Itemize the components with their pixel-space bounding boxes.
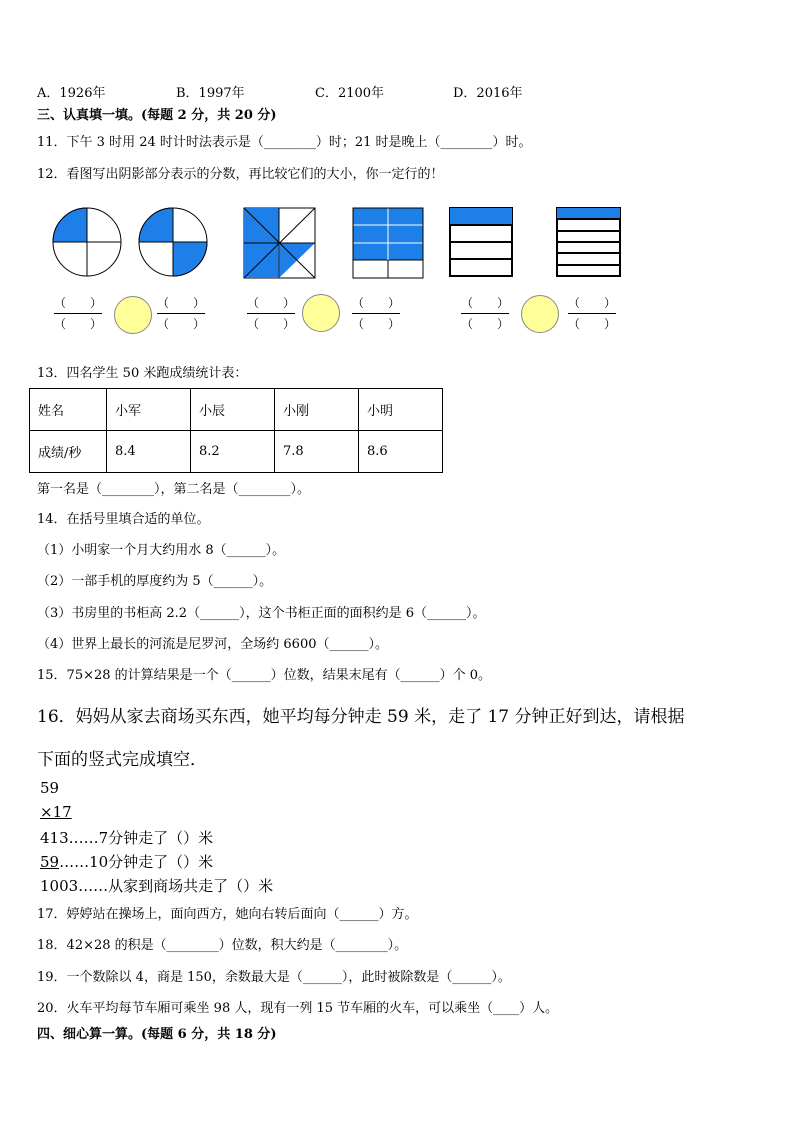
option-a: A．1926年 bbox=[37, 86, 106, 101]
question-14: 14．在括号里填合适的单位。 bbox=[37, 512, 210, 527]
compare-circle-2[interactable] bbox=[302, 294, 340, 332]
question-20: 20．火车平均每节车厢可乘坐 98 人，现有一列 15 节车厢的火车，可以乘坐（____）人。 bbox=[37, 1001, 559, 1016]
score-table bbox=[29, 388, 443, 473]
triangle-square-figure bbox=[244, 208, 315, 278]
grid-figure bbox=[353, 208, 423, 278]
compare-circle-1[interactable] bbox=[114, 296, 152, 334]
question-19: 19．一个数除以 4，商是 150，余数最大是（______），此时被除数是（______）。 bbox=[37, 970, 511, 985]
fraction-blank-2[interactable]: （ ） （ ） bbox=[157, 296, 206, 331]
question-14-item-3: （3）书房里的书柜高 2.2（______），这个书柜正面的面积约是 6（______）。 bbox=[37, 606, 486, 621]
calc-line-1: 59 bbox=[40, 779, 60, 797]
option-d: D．2016年 bbox=[453, 86, 523, 101]
fraction-blank-5[interactable]: （ ） （ ） bbox=[461, 296, 510, 331]
table-cell: 8.2 bbox=[191, 431, 275, 473]
circle-figure-2 bbox=[139, 208, 207, 276]
question-13: 13．四名学生 50 米跑成绩统计表： bbox=[37, 366, 248, 381]
option-c: C．2100年 bbox=[315, 86, 385, 101]
table-cell: 小明 bbox=[359, 389, 443, 431]
strip-figure-1 bbox=[450, 208, 512, 276]
table-cell: 成绩/秒 bbox=[30, 431, 107, 473]
calc-line-2: ×17 bbox=[40, 803, 72, 821]
calc-line-4-text: ……10分钟走了（）米 bbox=[59, 853, 214, 871]
circle-figure-1 bbox=[53, 208, 121, 276]
option-b: B．1997年 bbox=[176, 86, 245, 101]
question-12: 12．看图写出阴影部分表示的分数，再比较它们的大小，你一定行的！ bbox=[37, 167, 444, 182]
table-cell: 小刚 bbox=[275, 389, 359, 431]
question-14-item-1: （1）小明家一个月大约用水 8（______）。 bbox=[37, 543, 286, 558]
strip-figure-2 bbox=[557, 208, 620, 276]
calc-line-3: 413……7分钟走了（）米 bbox=[40, 829, 214, 847]
section-4-heading: 四、细心算一算。(每题 6 分，共 18 分) bbox=[37, 1027, 277, 1042]
calc-line-4-number: 59 bbox=[40, 853, 60, 871]
question-13-answer: 第一名是（________），第二名是（________）。 bbox=[37, 482, 311, 497]
fraction-blank-3[interactable]: （ ） （ ） bbox=[247, 296, 296, 331]
table-cell: 8.4 bbox=[107, 431, 191, 473]
table-cell: 小辰 bbox=[191, 389, 275, 431]
table-cell: 8.6 bbox=[359, 431, 443, 473]
table-row bbox=[30, 389, 443, 431]
fraction-blank-1[interactable]: （ ） （ ） bbox=[54, 296, 103, 331]
question-18: 18．42×28 的积是（________）位数，积大约是（________）。 bbox=[37, 938, 408, 953]
table-cell: 7.8 bbox=[275, 431, 359, 473]
fraction-blank-6[interactable]: （ ） （ ） bbox=[568, 296, 617, 331]
table-cell: 小军 bbox=[107, 389, 191, 431]
question-14-item-4: （4）世界上最长的河流是尼罗河，全场约 6600（______）。 bbox=[37, 637, 388, 652]
question-16-line-1: 16．妈妈从家去商场买东西，她平均每分钟走 59 米，走了 17 分钟正好到达，请根据 bbox=[37, 707, 685, 727]
question-16-line-2: 下面的竖式完成填空． bbox=[37, 750, 207, 770]
section-3-heading: 三、认真填一填。(每题 2 分，共 20 分) bbox=[37, 108, 277, 123]
fraction-blank-4[interactable]: （ ） （ ） bbox=[352, 296, 401, 331]
table-cell: 姓名 bbox=[30, 389, 107, 431]
question-11: 11．下午 3 时用 24 时计时法表示是（________）时；21 时是晚上（________）时。 bbox=[37, 135, 532, 150]
question-14-item-2: （2）一部手机的厚度约为 5（______）。 bbox=[37, 574, 273, 589]
calc-line-4 bbox=[40, 851, 213, 872]
calc-line-5: 1003……从家到商场共走了（）米 bbox=[40, 877, 274, 895]
fraction-figures bbox=[0, 200, 794, 285]
compare-circle-3[interactable] bbox=[521, 295, 559, 333]
table-row bbox=[30, 431, 443, 473]
question-15: 15．75×28 的计算结果是一个（______）位数，结果末尾有（______）个 0。 bbox=[37, 668, 492, 683]
question-17: 17．婷婷站在操场上，面向西方，她向右转后面向（______）方。 bbox=[37, 907, 418, 922]
